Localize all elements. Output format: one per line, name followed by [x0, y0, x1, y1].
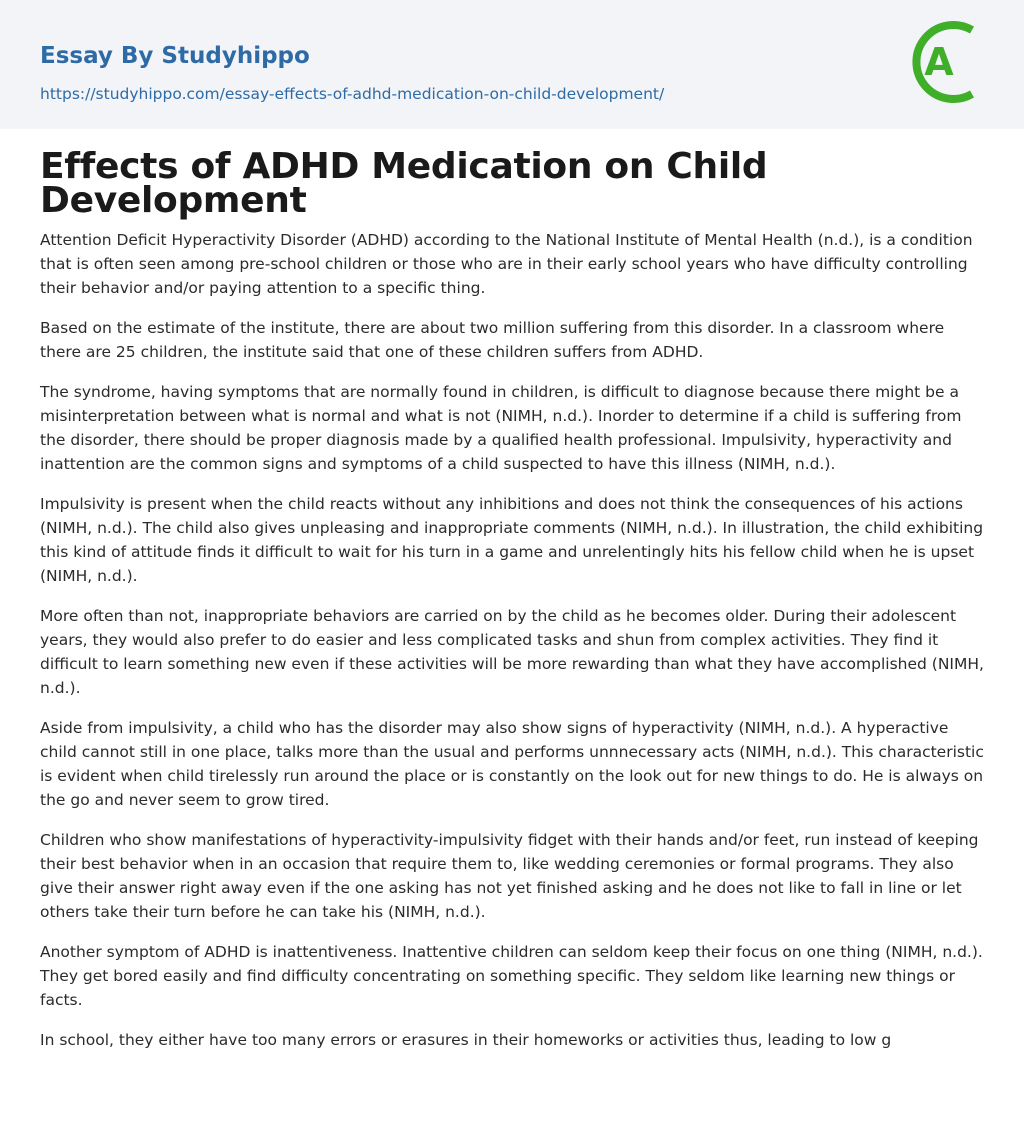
paragraph: Impulsivity is present when the child reacts without any inhibitions and does not think the consequences of his actions (NIMH, n.d.). The child also gives unpleasing and inappropriate comments (NIMH, n.d.). In illustration, the child exhibiting this kind of attitude finds it difficult to wait for his turn in a game and unrelentingly hits his fellow child when he is upset (NIMH, n.d.). [40, 495, 984, 585]
page-title: Effects of ADHD Medication on Child Development [40, 146, 768, 221]
studyhippo-logo-icon[interactable] [910, 18, 990, 106]
article [40, 146, 986, 1068]
paragraph: Aside from impulsivity, a child who has the disorder may also show signs of hyperactivity (NIMH, n.d.). A hyperactive child cannot still in one place, talks more than the usual and performs unnnecessary acts (NIMH, n.d.). This characteristic is evident when child tirelessly run around the place or is constantly on the look out for new things to do. He is always on the go and never seem to grow tired. [40, 719, 984, 809]
paragraph: The syndrome, having symptoms that are normally found in children, is difficult to diagnose because there might be a misinterpretation between what is normal and what is not (NIMH, n.d.). Inorder to determine if a child is suffering from the disorder, there should be proper diagnosis made by a qualified health professional. Impulsivity, hyperactivity and inattention are the common signs and symptoms of a child suspected to have this illness (NIMH, n.d.). [40, 383, 962, 473]
paragraph: Attention Deficit Hyperactivity Disorder (ADHD) according to the National Institute of Mental Health (n.d.), is a condition that is often seen among pre-school children or those who are in their early school years who have difficulty controlling their behavior and/or paying attention to a specific thing. [40, 231, 973, 297]
paragraph: More often than not, inappropriate behaviors are carried on by the child as he becomes older. During their adolescent years, they would also prefer to do easier and less complicated tasks and shun from complex activities. They find it difficult to learn something new even if these activities will be more rewarding than what they have accomplished (NIMH, n.d.). [40, 607, 984, 697]
paragraph: Based on the estimate of the institute, there are about two million suffering from this disorder. In a classroom where there are 25 children, the institute said that one of these children suffers from ADHD. [40, 319, 945, 361]
site-title[interactable]: Essay By Studyhippo [40, 43, 310, 69]
essay-url-link[interactable]: https://studyhippo.com/essay-effects-of-adhd-medication-on-child-development/ [40, 85, 665, 103]
site-header [0, 0, 1024, 129]
logo-letter: A [924, 40, 954, 84]
paragraph: In school, they either have too many errors or erasures in their homeworks or activities thus, leading to low g [40, 1031, 892, 1049]
paragraph: Another symptom of ADHD is inattentiveness. Inattentive children can seldom keep their focus on one thing (NIMH, n.d.). They get bored easily and find difficulty concentrating on something specific. They seldom like learning new things or facts. [40, 943, 983, 1009]
paragraph: Children who show manifestations of hyperactivity-impulsivity fidget with their hands and/or feet, run instead of keeping their best behavior when in an occasion that require them to, like wedding ceremonies or formal programs. They also give their answer right away even if the one asking has not yet finished asking and he does not like to fall in line or let others take their turn before he can take his (NIMH, n.d.). [40, 831, 979, 921]
